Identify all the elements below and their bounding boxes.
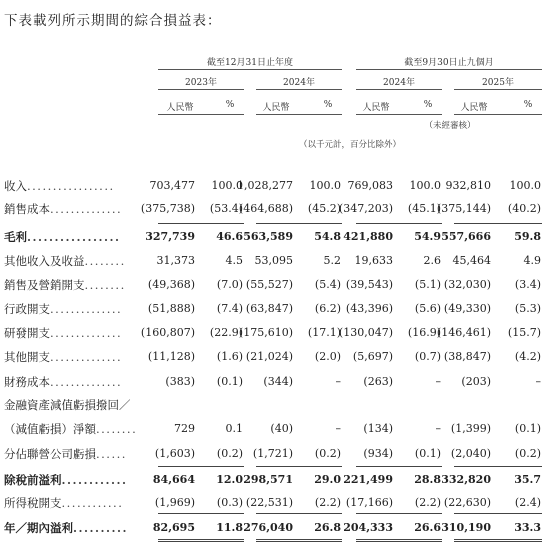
cell-fy2023-pct: 0.1 <box>225 422 243 435</box>
cell-fy2024-amount: (55,527) <box>245 278 293 291</box>
cell-fy2024-amount: 563,589 <box>243 230 293 243</box>
cell-fy2023-amount: 82,695 <box>152 521 195 534</box>
row-label-text: 金融資產減值虧損撥回／ <box>4 398 131 412</box>
cell-9m2024-pct: 100.0 <box>409 179 441 192</box>
header-year-2024-annual: 2024年 <box>283 78 315 88</box>
cell-fy2023-amount: (375,738) <box>140 202 195 215</box>
row-label-text: 所得稅開支 <box>4 496 62 510</box>
row-label <box>4 322 122 344</box>
header-year-2025-nine-rule <box>454 89 542 90</box>
total-double-rule <box>454 539 542 542</box>
leader-dots: ...... <box>96 447 127 461</box>
row-label-text: 研發開支 <box>4 326 50 340</box>
cell-fy2024-pct: 5.2 <box>323 254 341 267</box>
cell-fy2023-pct: 12.0 <box>216 473 243 486</box>
table-row <box>0 371 549 393</box>
table-row <box>0 274 549 296</box>
cell-9m2024-pct: – <box>435 375 441 388</box>
cell-fy2023-amount: (160,807) <box>140 326 195 339</box>
cell-fy2024-amount: 1,028,277 <box>237 179 293 192</box>
cell-9m2024-pct: (5.6) <box>414 302 441 315</box>
header-year-2024-annual-rule <box>256 89 342 90</box>
row-label-text: 年／期內溢利 <box>4 521 73 535</box>
cell-9m2024-amount: (17,166) <box>345 496 393 509</box>
cell-fy2024-pct: 26.8 <box>314 521 341 534</box>
cell-9m2025-amount: (146,461) <box>436 326 491 339</box>
cell-fy2023-amount: 327,739 <box>145 230 195 243</box>
header-year-2024-nine-rule <box>356 89 442 90</box>
cell-9m2024-pct: 28.8 <box>414 473 441 486</box>
header-rmb: 人民幣 <box>460 103 488 113</box>
leader-dots: ........ <box>84 254 126 268</box>
row-label <box>4 250 126 272</box>
row-label <box>4 198 122 220</box>
cell-9m2025-amount: 310,190 <box>441 521 491 534</box>
subtotal-rule-profit <box>256 513 342 514</box>
subtotal-rule-profit <box>454 513 542 514</box>
cell-fy2024-pct: (45.2) <box>307 202 341 215</box>
cell-9m2025-amount: (38,847) <box>443 350 491 363</box>
leader-dots: .............. <box>50 302 123 316</box>
cell-9m2024-amount: 421,880 <box>343 230 393 243</box>
cell-9m2025-amount: 45,464 <box>452 254 491 267</box>
cell-9m2024-amount: (263) <box>363 375 393 388</box>
header-rmb-rule <box>454 114 542 115</box>
row-label <box>4 517 128 539</box>
header-rmb: 人民幣 <box>262 103 290 113</box>
cell-fy2024-amount: (1,721) <box>252 447 293 460</box>
cell-9m2025-pct: (40.2) <box>507 202 541 215</box>
cell-fy2024-amount: (22,531) <box>245 496 293 509</box>
header-rmb: 人民幣 <box>362 103 390 113</box>
row-label <box>4 226 121 248</box>
cell-9m2025-pct: (3.4) <box>514 278 541 291</box>
row-label-text: 除稅前溢利 <box>4 473 62 487</box>
table-row <box>0 394 549 416</box>
leader-dots: .............. <box>50 375 123 389</box>
leader-dots: ................. <box>27 230 121 244</box>
cell-fy2024-pct: (6.2) <box>314 302 341 315</box>
cell-9m2024-amount: (934) <box>363 447 393 460</box>
subtotal-rule-gross <box>454 223 542 224</box>
cell-fy2024-amount: (63,847) <box>245 302 293 315</box>
cell-fy2023-pct: (1.6) <box>216 350 243 363</box>
cell-fy2023-amount: 84,664 <box>152 473 195 486</box>
total-double-rule <box>158 539 244 542</box>
header-group-nine: 截至9月30日止九個月 <box>404 58 494 68</box>
header-year-2023: 2023年 <box>185 78 217 88</box>
cell-fy2023-amount: (51,888) <box>147 302 195 315</box>
row-label <box>4 298 122 320</box>
cell-fy2023-amount: (383) <box>165 375 195 388</box>
cell-9m2025-pct: (4.2) <box>514 350 541 363</box>
header-pct: % <box>423 100 433 110</box>
cell-9m2024-amount: (43,396) <box>345 302 393 315</box>
cell-9m2025-amount: (22,630) <box>443 496 491 509</box>
table-row <box>0 469 549 491</box>
cell-fy2024-amount: (40) <box>270 422 293 435</box>
cell-9m2024-amount: (347,203) <box>338 202 393 215</box>
header-group-year-rule <box>158 69 342 70</box>
cell-9m2024-amount: (39,543) <box>345 278 393 291</box>
subtotal-rule-pretax <box>454 466 542 467</box>
cell-9m2024-amount: (5,697) <box>352 350 393 363</box>
cell-fy2024-amount: (344) <box>263 375 293 388</box>
row-label <box>4 274 126 296</box>
cell-9m2024-amount: (130,047) <box>338 326 393 339</box>
cell-9m2025-pct: (0.2) <box>514 447 541 460</box>
cell-fy2024-pct: (0.2) <box>314 447 341 460</box>
cell-fy2023-amount: 703,477 <box>149 179 195 192</box>
leader-dots: ........ <box>96 422 138 436</box>
leader-dots: ............ <box>61 496 124 510</box>
table-row <box>0 250 549 272</box>
cell-9m2025-pct: (15.7) <box>507 326 541 339</box>
cell-9m2024-pct: 54.9 <box>414 230 441 243</box>
cell-fy2023-amount: 729 <box>174 422 195 435</box>
row-label-text: 其他開支 <box>4 350 50 364</box>
table-row <box>0 443 549 465</box>
cell-9m2025-amount: (49,330) <box>443 302 491 315</box>
cell-fy2024-pct: (17.1) <box>307 326 341 339</box>
row-label-text: 銷售成本 <box>4 202 50 216</box>
cell-fy2024-amount: (175,610) <box>238 326 293 339</box>
subtotal-rule-profit <box>158 513 244 514</box>
cell-fy2023-pct: 46.6 <box>216 230 243 243</box>
cell-9m2025-pct: (5.3) <box>514 302 541 315</box>
row-label <box>4 346 122 368</box>
total-double-rule <box>356 539 442 542</box>
header-rmb: 人民幣 <box>166 103 194 113</box>
header-group-year: 截至12月31日止年度 <box>207 58 293 68</box>
cell-9m2024-amount: 221,499 <box>343 473 393 486</box>
cell-fy2024-amount: 298,571 <box>243 473 293 486</box>
table-row <box>0 198 549 220</box>
leader-dots: ............ <box>61 473 128 487</box>
header-rmb-rule <box>256 114 342 115</box>
total-double-rule <box>256 539 342 542</box>
cell-9m2024-amount: (134) <box>363 422 393 435</box>
row-label <box>4 175 115 197</box>
header-unit-note: （以千元計，百分比除外） <box>298 140 401 150</box>
cell-9m2025-pct: (2.4) <box>514 496 541 509</box>
header-unaudited: （未經審核） <box>424 121 476 131</box>
cell-fy2024-pct: (2.0) <box>314 350 341 363</box>
cell-9m2025-pct <box>501 394 541 416</box>
cell-9m2025-amount: (375,144) <box>436 202 491 215</box>
cell-9m2025-pct: 59.8 <box>514 230 541 243</box>
cell-fy2023-pct: 11.8 <box>216 521 243 534</box>
cell-fy2023-pct: 100.0 <box>211 179 243 192</box>
cell-fy2024-amount: 53,095 <box>254 254 293 267</box>
cell-9m2025-amount: (2,040) <box>450 447 491 460</box>
cell-9m2025-amount <box>411 394 491 416</box>
cell-fy2024-amount: (464,688) <box>238 202 293 215</box>
leader-dots: ........ <box>84 278 126 292</box>
cell-fy2024-pct: (5.4) <box>314 278 341 291</box>
table-row <box>0 175 549 197</box>
row-label <box>4 492 123 514</box>
leader-dots: .............. <box>50 326 123 340</box>
header-pct: % <box>225 100 235 110</box>
leader-dots: .............. <box>50 202 123 216</box>
cell-fy2023-amount <box>115 394 195 416</box>
cell-fy2024-pct: – <box>335 422 341 435</box>
cell-9m2024-pct: (0.7) <box>414 350 441 363</box>
cell-9m2025-pct: 33.3 <box>514 521 541 534</box>
row-label-text: 收入 <box>4 179 27 193</box>
row-label-text: 分佔聯營公司虧損 <box>4 447 96 461</box>
row-label-text: 銷售及營銷開支 <box>4 278 85 292</box>
cell-9m2024-pct: 26.6 <box>414 521 441 534</box>
header-group-nine-rule <box>356 69 542 70</box>
subtotal-rule-gross <box>158 223 244 224</box>
cell-9m2025-pct: 100.0 <box>509 179 541 192</box>
cell-fy2024-pct: 100.0 <box>309 179 341 192</box>
header-year-2023-rule <box>158 89 244 90</box>
cell-fy2023-amount: (1,969) <box>154 496 195 509</box>
cell-fy2023-pct: (22.9) <box>209 326 243 339</box>
header-pct: % <box>323 100 333 110</box>
cell-9m2025-amount: 332,820 <box>441 473 491 486</box>
row-label <box>4 394 131 416</box>
cell-9m2024-pct: (0.1) <box>414 447 441 460</box>
row-label <box>4 443 127 465</box>
table-row <box>0 418 549 440</box>
header-rmb-rule <box>356 114 442 115</box>
cell-fy2024-amount: 276,040 <box>243 521 293 534</box>
subtotal-rule-gross <box>356 223 442 224</box>
header-year-2025-nine: 2025年 <box>482 78 514 88</box>
subtotal-rule-pretax <box>356 466 442 467</box>
cell-9m2025-amount: 557,666 <box>441 230 491 243</box>
cell-9m2024-pct: 2.6 <box>423 254 441 267</box>
cell-9m2024-amount: 19,633 <box>354 254 393 267</box>
table-row <box>0 298 549 320</box>
cell-9m2024-pct: (2.2) <box>414 496 441 509</box>
header-rmb-rule <box>158 114 244 115</box>
cell-9m2025-amount: (32,030) <box>443 278 491 291</box>
cell-fy2023-amount: (11,128) <box>147 350 195 363</box>
row-label <box>4 469 128 491</box>
cell-fy2023-pct: (7.4) <box>216 302 243 315</box>
cell-fy2023-pct: (0.1) <box>216 375 243 388</box>
table-row <box>0 226 549 248</box>
cell-9m2024-pct: (45.1) <box>407 202 441 215</box>
subtotal-rule-profit <box>356 513 442 514</box>
leader-dots: .......... <box>73 521 129 535</box>
cell-fy2023-amount: (1,603) <box>154 447 195 460</box>
row-label <box>4 371 122 393</box>
cell-9m2024-amount <box>313 394 393 416</box>
cell-9m2024-amount: 204,333 <box>343 521 393 534</box>
header-pct: % <box>523 100 533 110</box>
row-label-text: （減值虧損）淨額 <box>4 422 96 436</box>
cell-9m2025-amount: 932,810 <box>445 179 491 192</box>
cell-9m2025-pct: 35.7 <box>514 473 541 486</box>
cell-9m2025-pct: – <box>535 375 541 388</box>
cell-fy2023-amount: 31,373 <box>156 254 195 267</box>
row-label-text: 毛利 <box>4 230 27 244</box>
cell-fy2023-pct: (0.3) <box>216 496 243 509</box>
cell-9m2025-pct: 4.9 <box>523 254 541 267</box>
cell-9m2025-amount: (1,399) <box>450 422 491 435</box>
cell-fy2024-pct: (2.2) <box>314 496 341 509</box>
cell-fy2024-pct: 29.0 <box>314 473 341 486</box>
subtotal-rule-pretax <box>256 466 342 467</box>
subtotal-rule-pretax <box>158 466 244 467</box>
row-label-text: 行政開支 <box>4 302 50 316</box>
cell-fy2024-amount <box>213 394 293 416</box>
cell-fy2023-amount: (49,368) <box>147 278 195 291</box>
row-label-text: 財務成本 <box>4 375 50 389</box>
subtotal-rule-gross <box>256 223 342 224</box>
cell-9m2025-pct: (0.1) <box>514 422 541 435</box>
cell-9m2024-pct: (16.9) <box>407 326 441 339</box>
cell-9m2024-pct: (5.1) <box>414 278 441 291</box>
table-row <box>0 346 549 368</box>
cell-9m2024-pct: – <box>435 422 441 435</box>
cell-9m2025-amount: (203) <box>461 375 491 388</box>
cell-fy2024-pct: 54.8 <box>314 230 341 243</box>
cell-fy2024-amount: (21,024) <box>245 350 293 363</box>
table-row <box>0 322 549 344</box>
table-row <box>0 517 549 539</box>
table-row <box>0 492 549 514</box>
cell-fy2024-pct: – <box>335 375 341 388</box>
cell-fy2023-pct: (0.2) <box>216 447 243 460</box>
cell-9m2024-amount: 769,083 <box>347 179 393 192</box>
section-intro: 下表載列所示期間的綜合損益表： <box>4 13 222 29</box>
cell-fy2023-pct: (53.4) <box>209 202 243 215</box>
header-year-2024-nine: 2024年 <box>383 78 415 88</box>
leader-dots: ................. <box>27 179 115 193</box>
leader-dots: .............. <box>50 350 123 364</box>
cell-fy2023-pct: (7.0) <box>216 278 243 291</box>
cell-fy2023-pct: 4.5 <box>225 254 243 267</box>
row-label-text: 其他收入及收益 <box>4 254 85 268</box>
